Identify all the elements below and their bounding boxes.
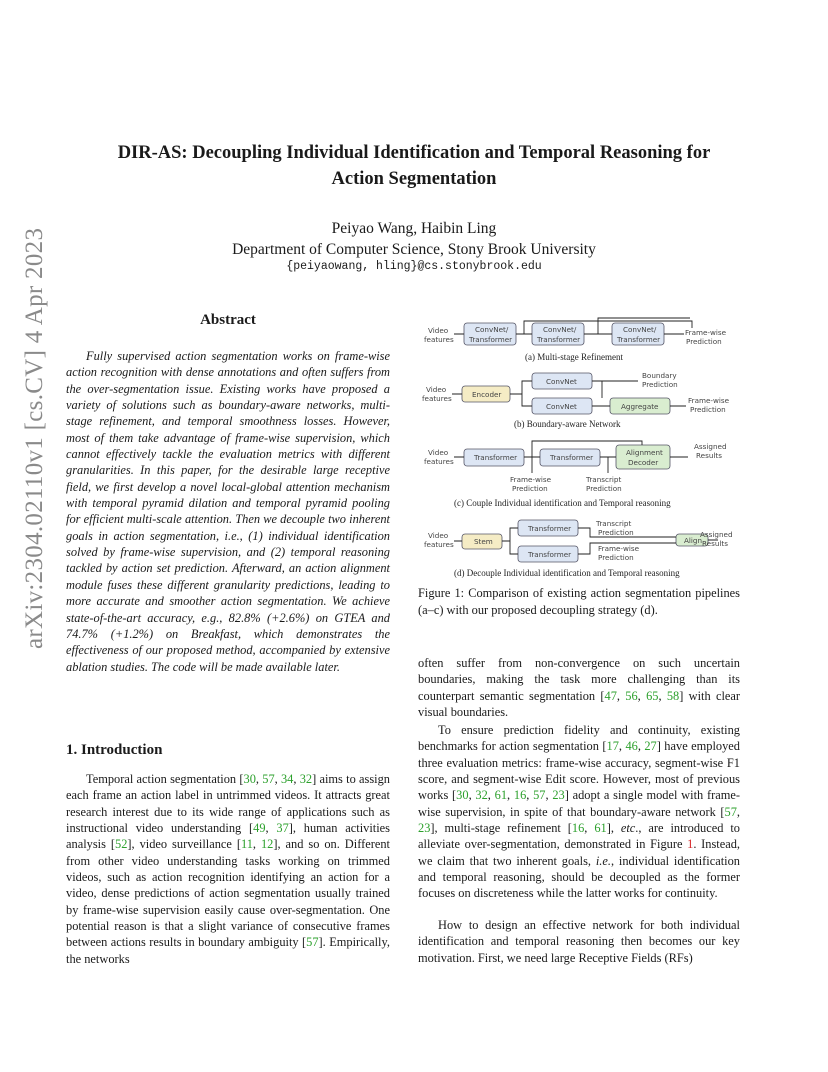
arxiv-identifier: arXiv:2304.02110v1 [cs.CV] 4 Apr 2023 [21,227,48,649]
svg-text:Video: Video [428,531,449,540]
video-features-label: Video [428,326,449,335]
citation-link[interactable]: 58 [666,688,680,703]
svg-text:Prediction: Prediction [598,528,634,537]
intro-paragraph-1-continued: often suffer from non-convergence on such uncertain boundaries, making the task more challenging than its counterpart semantic segmentation [47, 56, 65, 58] with clear visual boundaries. [418,656,741,720]
svg-text:features: features [424,335,454,344]
panel-b-boundary-aware [422,371,730,429]
svg-text:features: features [424,540,454,549]
panel-d-label: (d) Decouple Individual identification and Temporal reasoning [454,568,680,578]
frame-wise-prediction-label: Frame-wise [685,328,727,337]
figure-link[interactable]: 1 [687,837,694,852]
citation-link[interactable]: 16 [571,821,585,836]
intro-paragraph-3: How to design an effective network for both individual identification and temporal reasoning then becomes our key motivation. First, we need large Receptive Fields (RFs) [418,918,740,965]
title-line-2: Action Segmentation [331,169,497,189]
svg-text:Transformer: Transformer [617,335,661,344]
author-block [100,218,728,260]
citation-link[interactable]: 57 [262,772,275,786]
svg-text:Transformer: Transformer [537,335,581,344]
intro-paragraph-2: To ensure prediction fidelity and continuity, existing benchmarks for action segmentation [17, 46, 27] have employed three evaluation metrics: frame-wise accuracy, segment-wise F1 score, and segment-wise Edit score. However, most of previous works [30, 32, 61, 16, 57, 23] adopt a single model with frame-wise supervision, in spite of that boundary-aware network [57, 23], multi-stage refinement [16, 61], etc., are introduced to alleviate over-segmentation, demonstrated in Figure 1. Instead, we claim that two inherent goals, i.e., individual identification and temporal reasoning, should be decoupled as the former focuses on discreteness while the latter works for continuity. [418,723,740,901]
citation-link[interactable]: 61 [594,821,607,836]
svg-text:Stem: Stem [474,537,493,546]
svg-text:Transformer: Transformer [528,550,572,559]
svg-text:features: features [422,394,452,403]
svg-text:ConvNet: ConvNet [546,402,577,411]
authors: Peiyao Wang, Haibin Ling [331,220,497,237]
panel-c-label: (c) Couple Individual identification and Temporal reasoning [454,498,671,508]
svg-text:Video: Video [428,448,449,457]
citation-link[interactable]: 17 [606,739,619,754]
citation-link[interactable]: 56 [625,688,638,703]
citation-link[interactable]: 49 [253,821,266,836]
svg-text:Aggregate: Aggregate [621,402,659,411]
svg-text:ConvNet/: ConvNet/ [475,325,509,334]
citation-link[interactable]: 23 [552,788,565,803]
citation-link[interactable]: 16 [513,788,527,803]
citation-link[interactable]: 52 [115,837,128,852]
citation-link[interactable]: 30 [456,788,469,803]
citation-link[interactable]: 30 [243,772,256,786]
svg-text:Results: Results [702,539,728,548]
figure-1-diagram [418,315,748,582]
svg-text:ConvNet/: ConvNet/ [623,325,657,334]
svg-text:Prediction: Prediction [690,405,726,414]
abstract-heading: Abstract [200,312,256,328]
citation-link[interactable]: 37 [276,821,289,836]
panel-a-label: (a) Multi-stage Refinement [525,352,623,362]
svg-text:Transformer: Transformer [469,335,513,344]
citation-link[interactable]: 61 [494,788,508,803]
svg-text:Transcript: Transcript [596,519,632,528]
svg-text:Prediction: Prediction [642,380,678,389]
svg-text:Align: Align [684,536,703,545]
svg-text:Transcript: Transcript [586,475,622,484]
panel-a-multistage [424,318,727,362]
citation-link[interactable]: 65 [646,688,659,703]
figure-1-caption: Figure 1: Comparison of existing action segmentation pipelines (a–c) with our proposed decoupling strategy (d). [418,586,740,617]
citation-link[interactable]: 47 [604,688,617,703]
svg-text:Prediction: Prediction [686,337,722,346]
svg-text:Video: Video [426,385,447,394]
citation-link[interactable]: 23 [418,821,431,836]
svg-text:Decoder: Decoder [628,458,659,467]
intro-paragraph-1: Temporal action segmentation [30, 57, 34, 32] aims to assign each frame an action label in untrimmed videos. It attracts great research interest due to its wide range of applications such as instructional video understanding [49, 37], human activities analysis [52], video surveillance [11, 12], and so on. Different from other video understanding tasks working on trimmed videos, such as action recognition identifying an action for a video, dense predictions of action segmentation usually trained by frame-wise supervision easily cause over-segmentation. One potential reason is that a slight variance of consecutive frames between actions results in boundary ambiguity [57]. Empirically, the networks [66,772,391,966]
citation-link[interactable]: 34 [280,772,294,786]
paper-title [60,140,768,192]
citation-link[interactable]: 27 [644,739,657,754]
citation-link[interactable]: 12 [260,837,274,852]
svg-text:ConvNet: ConvNet [546,377,577,386]
affiliation: Department of Computer Science, Stony Brook University [232,241,596,258]
citation-link[interactable]: 57 [724,804,737,819]
svg-text:Results: Results [696,451,722,460]
abstract-text: Fully supervised action segmentation works on frame-wise action recognition with dense annotations and often suffers from the over-segmentation issue. Existing works have proposed a variety of solutions such as boundary-aware networks, multi-stage refinement, and temporal smoothness losses. However, most of them take advantage of frame-wise supervision, which cannot effectively tackle the evaluation metrics with different granularities. In this paper, for the desirable large receptive field, we first develop a novel local-global attention mechanism with temporal pyramid dilation and temporal pyramid pooling for efficient multi-scale attention. Then we decouple two inherent goals in action segmentation, i.e., (1) individual identification solved by frame-wise supervision, and (2) temporal reasoning tackled by action set prediction. Afterward, an action alignment module fuses these different granularity predictions, leading to more accurate and smoother action segmentation. We achieve state-of-the-art accuracy, e.g., 82.8% (+2.6%) on GTEA and 74.7% (+1.2%) on Breakfast, which demonstrates the effectiveness of our proposed method, accompanied by extensive ablation studies. The code will be made available later. [66,349,390,674]
svg-text:ConvNet/: ConvNet/ [543,325,577,334]
svg-text:Transformer: Transformer [528,524,572,533]
svg-text:Boundary: Boundary [642,371,677,380]
citation-link[interactable]: 57 [533,788,546,803]
svg-text:Prediction: Prediction [598,553,634,562]
svg-text:Frame-wise: Frame-wise [598,544,640,553]
svg-text:Encoder: Encoder [472,390,502,399]
svg-text:Transformer: Transformer [550,453,594,462]
panel-d-decouple [424,519,733,578]
citation-link[interactable]: 32 [475,788,488,803]
citation-link[interactable]: 32 [299,772,313,786]
svg-text:Transformer: Transformer [474,453,518,462]
citation-link[interactable]: 46 [625,739,638,754]
svg-text:features: features [424,457,454,466]
svg-text:Frame-wise: Frame-wise [688,396,730,405]
panel-c-couple [424,441,727,508]
svg-text:Assigned: Assigned [694,442,727,451]
citation-link[interactable]: 11 [240,837,253,852]
author-email: {peiyaowang, hling}@cs.stonybrook.edu [286,260,542,273]
svg-text:Prediction: Prediction [512,484,548,493]
title-line-1: DIR-AS: Decoupling Individual Identification and Temporal Reasoning for [117,143,711,163]
intro-heading: 1. Introduction [66,742,163,758]
citation-link[interactable]: 57 [306,935,319,950]
svg-text:Frame-wise: Frame-wise [510,475,552,484]
panel-b-label: (b) Boundary-aware Network [514,419,621,429]
svg-text:Assigned: Assigned [700,530,733,539]
svg-text:Alignment: Alignment [626,448,663,457]
arxiv-side-stamp [10,227,54,680]
svg-text:Prediction: Prediction [586,484,622,493]
